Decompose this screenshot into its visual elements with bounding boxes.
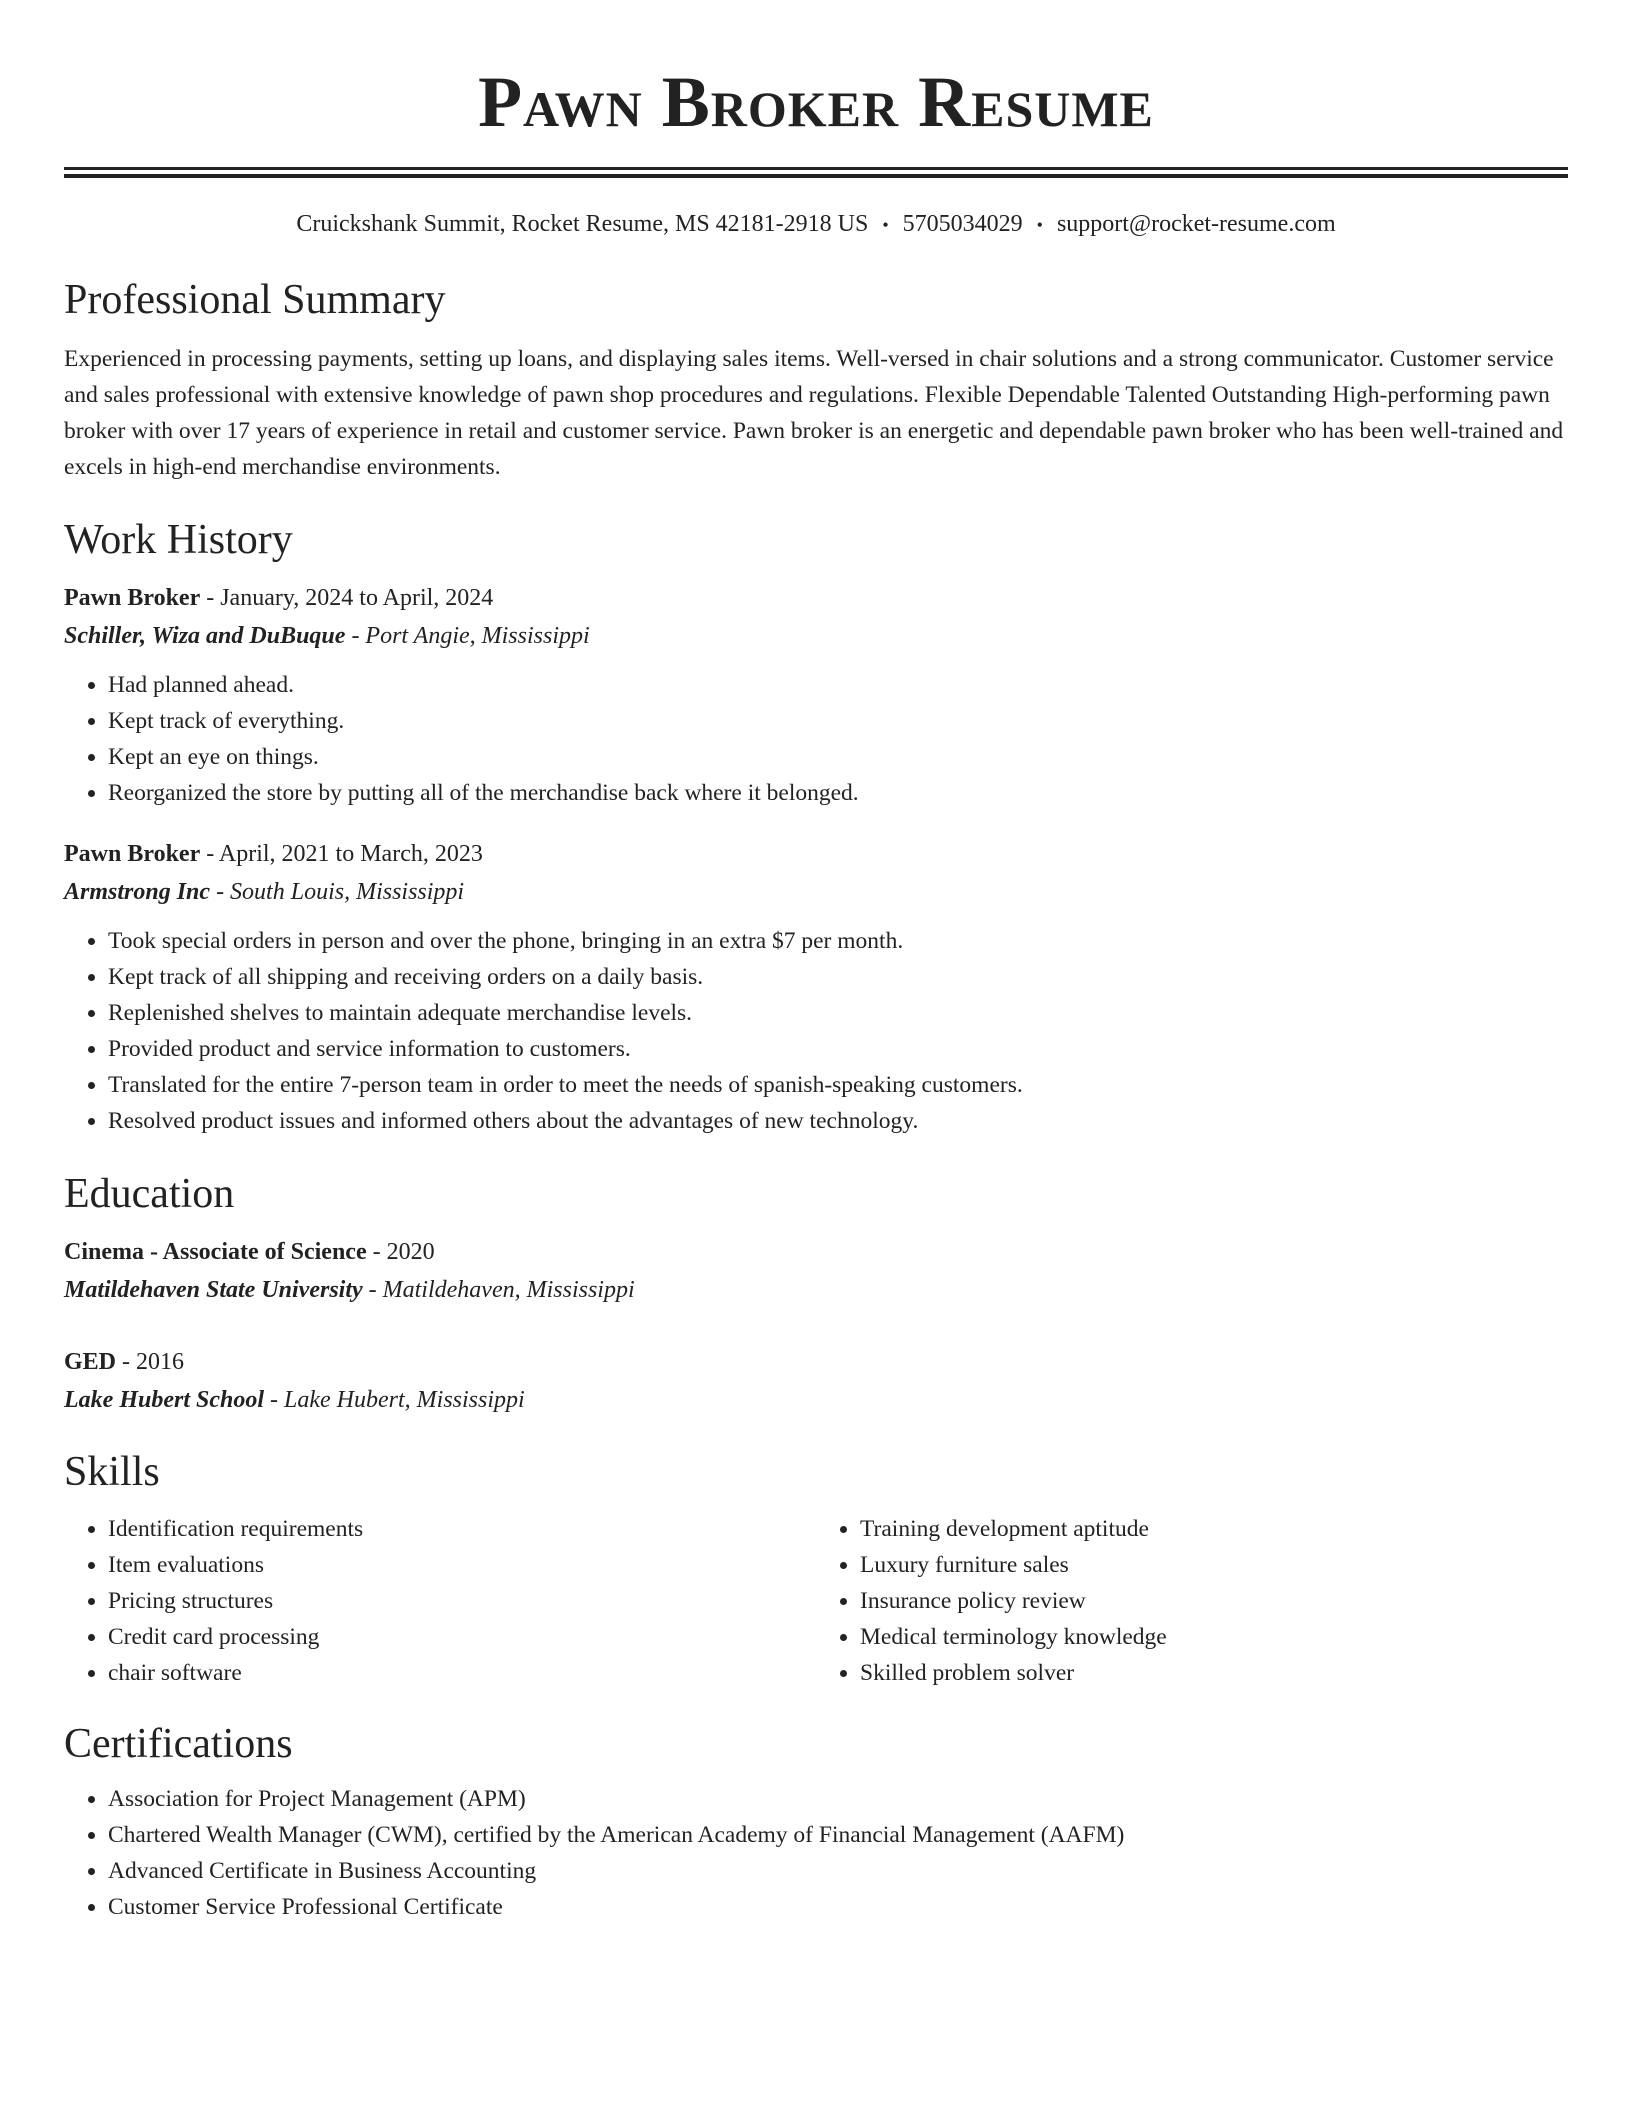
list-item: • Medical terminology knowledge [860,1619,1568,1655]
work-entry [64,579,1568,811]
education-school [64,1271,1568,1309]
job-header [64,579,1568,617]
education-school [64,1381,1568,1419]
school-location: - Matildehaven, Mississippi [362,1277,635,1303]
section-heading-certifications: Certifications [64,1721,293,1767]
list-item: • Luxury furniture sales [860,1547,1568,1583]
job-duties-list [64,923,1568,1139]
graduation-year: - 2016 [116,1349,185,1375]
list-item: • Resolved product issues and informed others about the advantages of new technology. [108,1103,1568,1139]
header-double-rule [64,167,1568,178]
job-header [64,835,1568,873]
degree-name: Cinema - Associate of Science [64,1239,367,1265]
list-item: • Item evaluations [108,1547,816,1583]
job-title: Pawn Broker [64,841,201,867]
skills-list-right [816,1511,1568,1691]
job-title: Pawn Broker [64,585,201,611]
school-location: - Lake Hubert, Mississippi [264,1387,525,1413]
company-name: Schiller, Wiza and DuBuque [64,623,346,649]
skills-list-left [64,1511,816,1691]
skills-columns [64,1511,1568,1691]
list-item: • Kept track of all shipping and receiving orders on a daily basis. [108,959,1568,995]
summary-text: Experienced in processing payments, setting up loans, and displaying sales items. Well-versed in chair solutions and a strong communicator. Customer service and sales professional with extensive knowledge of pawn shop procedures and regulations. Flexible Dependable Talented Outstanding High-performing pawn broker with over 17 years of experience in retail and customer service. Pawn broker is an energetic and dependable pawn broker who has been well-trained and excels in high-end merchandise environments. [64,346,1564,480]
contact-separator: • [882,215,889,235]
contact-line [64,208,1568,241]
resume-name: Pawn Broker Resume [478,62,1154,142]
job-location: - Port Angie, Mississippi [345,623,590,649]
list-item: • Took special orders in person and over the phone, bringing in an extra $7 per month. [108,923,1568,959]
list-item: • Insurance policy review [860,1583,1568,1619]
education-header [64,1233,1568,1271]
list-item: • Provided product and service information to customers. [108,1031,1568,1067]
section-heading-work-history: Work History [64,517,293,563]
job-duties-list [64,667,1568,811]
section-heading-skills: Skills [64,1449,160,1495]
list-item: • Translated for the entire 7-person team in order to meet the needs of spanish-speaking customers. [108,1067,1568,1103]
list-item: • Pricing structures [108,1583,816,1619]
list-item: • chair software [108,1655,816,1691]
graduation-year: - 2020 [366,1239,435,1265]
contact-email: support@rocket-resume.com [1056,211,1336,237]
job-employer [64,873,1568,911]
list-item: • Training development aptitude [860,1511,1568,1547]
certifications-list [64,1781,1568,1925]
list-item: • Credit card processing [108,1619,816,1655]
job-employer [64,617,1568,655]
list-item: • Association for Project Management (APM) [108,1781,1568,1817]
job-dates: - April, 2021 to March, 2023 [200,841,483,867]
contact-separator: • [1036,215,1043,235]
section-heading-summary: Professional Summary [64,277,446,323]
list-item: • Kept an eye on things. [108,739,1568,775]
list-item: • Identification requirements [108,1511,816,1547]
list-item: • Customer Service Professional Certificate [108,1889,1568,1925]
company-name: Armstrong Inc [64,879,211,905]
list-item: • Reorganized the store by putting all of the merchandise back where it belonged. [108,775,1568,811]
list-item: • Skilled problem solver [860,1655,1568,1691]
school-name: Matildehaven State University [64,1277,363,1303]
section-heading-education: Education [64,1171,235,1217]
job-dates: - January, 2024 to April, 2024 [200,585,494,611]
job-location: - South Louis, Mississippi [210,879,465,905]
education-header [64,1343,1568,1381]
contact-address: Cruickshank Summit, Rocket Resume, MS 42181-2918 US [296,211,869,237]
work-entry [64,835,1568,1139]
list-item: • Chartered Wealth Manager (CWM), certified by the American Academy of Financial Management (AAFM) [108,1817,1568,1853]
list-item: • Advanced Certificate in Business Accounting [108,1853,1568,1889]
list-item: • Had planned ahead. [108,667,1568,703]
education-entry [64,1343,1568,1419]
list-item: • Kept track of everything. [108,703,1568,739]
contact-phone: 5705034029 [902,211,1023,237]
degree-name: GED [64,1349,117,1375]
school-name: Lake Hubert School [64,1387,265,1413]
list-item: • Replenished shelves to maintain adequate merchandise levels. [108,995,1568,1031]
education-entry [64,1233,1568,1309]
